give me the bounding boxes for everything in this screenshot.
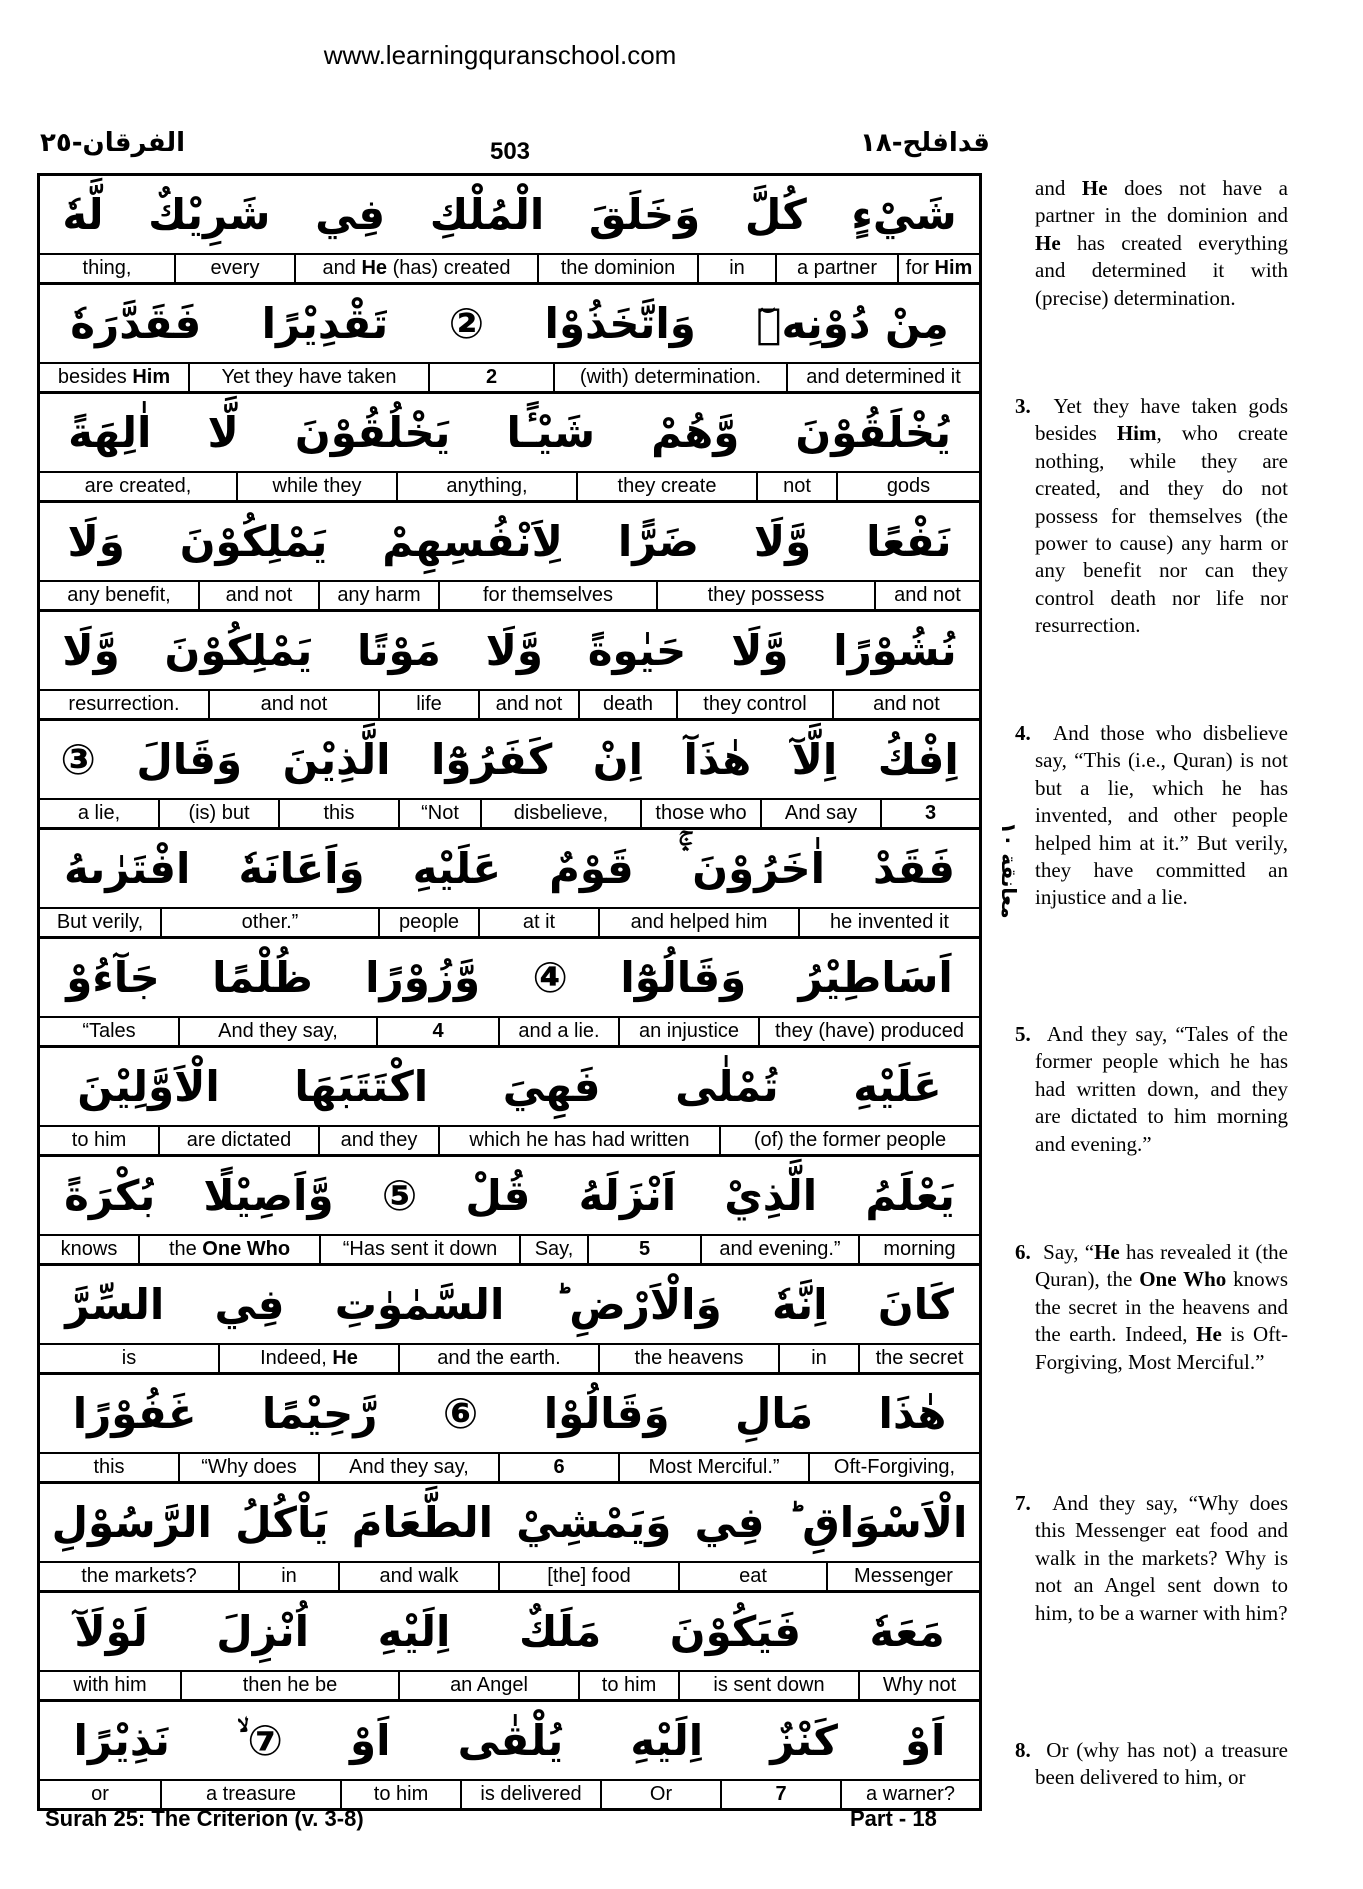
translation-paragraph: and He does not have a partner in the dominion and He has created everything and determined it with (precise) determination. — [1035, 176, 1288, 310]
english-gloss-cell: every — [176, 255, 296, 282]
english-row — [40, 1345, 979, 1372]
arabic-word: كَانَ — [877, 1280, 954, 1329]
english-gloss-cell: he invented it — [830, 911, 949, 933]
arabic-word: لِاَنْفُسِهِمْ — [382, 517, 563, 566]
english-gloss-cell: Yet they have taken — [190, 364, 430, 391]
english-gloss-cell: is delivered — [462, 1781, 602, 1808]
arabic-word: اٰخَرُوْنَ ۛۚ — [681, 843, 825, 893]
arabic-word: لَّا — [207, 408, 239, 457]
arabic-word: ظُلْمًا — [212, 953, 313, 1002]
verse-number-cell: 5 — [589, 1236, 702, 1263]
page-number: 503 — [489, 138, 531, 165]
ayah-end-marker: ⑦ ۙ — [236, 1715, 283, 1765]
arabic-row — [40, 1702, 979, 1781]
arabic-word: شَيْءٍ — [851, 190, 957, 239]
arabic-word: وَلَا — [67, 517, 125, 566]
arabic-word: مَعَهٗ — [869, 1607, 945, 1656]
english-gloss-cell: is — [40, 1345, 220, 1372]
arabic-word: اَنْزَلَهُ — [578, 1171, 677, 1220]
verse-block — [40, 1484, 979, 1593]
english-gloss-cell: is sent down — [680, 1672, 860, 1699]
english-gloss-cell: Or — [602, 1781, 722, 1808]
english-gloss-cell: knows — [40, 1236, 140, 1263]
arabic-word: وَيَمْشِيْ — [516, 1498, 672, 1547]
arabic-word: الْاَسْوَاقِ ؕ — [787, 1498, 968, 1547]
arabic-row — [40, 285, 979, 364]
translation-paragraph: 4. And those who disbelieve say, “This (i.e., Quran) is not but a lie, which he has invented, and other people helped him at it.” But verily, they have committed an injustice and a lie. — [1015, 721, 1289, 910]
english-gloss-cell: gods — [886, 475, 931, 497]
english-gloss-cell: other.” — [162, 909, 380, 936]
english-gloss-cell: with him — [40, 1672, 182, 1699]
site-url[interactable]: www.learningquranschool.com — [323, 40, 677, 70]
english-gloss-cell: (is) but — [160, 800, 280, 827]
arabic-word: اَوْ — [350, 1716, 391, 1765]
english-gloss-cell: Messenger — [854, 1565, 953, 1587]
english-gloss-cell: and walk — [340, 1563, 500, 1590]
verse-number: 7. — [1015, 1491, 1053, 1515]
translation-paragraph: 6. Say, “He has revealed it (the Quran), the One Who knows the secret in the heavens and the earth. Indeed, He is Oft-Forgiving, Most Merciful.” — [1015, 1240, 1289, 1374]
english-gloss-cell: [the] food — [500, 1563, 680, 1590]
english-gloss-cell: to him — [342, 1781, 462, 1808]
arabic-word: وَّزُوْرًا — [365, 953, 481, 1002]
english-gloss-cell: a treasure — [162, 1781, 342, 1808]
english-row — [40, 1672, 979, 1699]
arabic-word: اكْتَتَبَهَا — [294, 1062, 429, 1111]
english-gloss-cell: those who — [642, 800, 762, 827]
arabic-word: فَيَكُوْنَ — [669, 1607, 801, 1656]
translation-paragraph: 8. Or (why has not) a treasure been delivered to him, or — [1015, 1738, 1289, 1790]
english-gloss-cell: And say — [762, 800, 882, 827]
english-gloss-cell: an injustice — [620, 1018, 760, 1045]
arabic-word: بُكْرَةً — [64, 1171, 156, 1220]
verse-number-cell: 6 — [500, 1454, 620, 1481]
verse-number: 3. — [1015, 394, 1054, 418]
arabic-word: قُلْ — [465, 1171, 531, 1220]
english-gloss-cell: and evening.” — [702, 1236, 860, 1263]
english-row — [40, 255, 979, 282]
english-gloss-cell: for themselves — [440, 582, 658, 609]
english-row — [40, 473, 979, 500]
arabic-word: وَاَعَانَهٗ — [238, 844, 365, 893]
verse-number-cell: 2 — [430, 364, 555, 391]
arabic-word: الْاَوَّلِيْنَ — [77, 1062, 220, 1111]
translation-paragraph: 5. And they say, “Tales of the former people which he has had written down, and they are dictated to him morning and evening.” — [1015, 1022, 1289, 1156]
arabic-word: يَعْلَمُ — [865, 1171, 955, 1220]
arabic-word: اِلَّآ — [791, 735, 838, 784]
english-gloss-cell: at it — [480, 909, 600, 936]
arabic-word: شَرِيْكٌ — [148, 190, 271, 239]
arabic-word: يَخْلُقُوْنَ — [294, 408, 451, 457]
english-gloss-cell: “Why does — [180, 1454, 320, 1481]
english-gloss-cell: and not — [210, 691, 380, 718]
arabic-word: الَّذِيْنَ — [282, 735, 391, 784]
english-gloss-cell: a warner? — [866, 1783, 955, 1805]
english-gloss-cell: they (have) produced — [774, 1020, 964, 1042]
ayah-end-marker: ⑥ — [442, 1389, 479, 1438]
english-gloss-cell: to him — [580, 1672, 680, 1699]
english-gloss-cell: in — [240, 1563, 340, 1590]
english-gloss-cell: this — [280, 800, 400, 827]
arabic-word: وَقَالُوْٓا — [620, 953, 747, 1002]
arabic-word: وَخَلَقَ — [588, 190, 701, 239]
arabic-word: مَالِ — [734, 1389, 814, 1438]
english-gloss-cell: (with) determination. — [555, 364, 788, 391]
arabic-word: اٰلِهَةً — [68, 408, 152, 457]
arabic-word: وَّهُمْ — [651, 408, 740, 457]
arabic-row — [40, 176, 979, 255]
english-gloss-cell: a partner — [777, 255, 899, 282]
arabic-word: رَّحِيْمًا — [261, 1389, 378, 1438]
surah-title-footer: Surah 25: The Criterion (v. 3-8) — [45, 1806, 364, 1831]
english-gloss-cell: Most Merciful.” — [620, 1454, 810, 1481]
arabic-word: ضَرًّا — [617, 517, 699, 566]
english-gloss-cell: And they say, — [180, 1018, 378, 1045]
arabic-word: فَقَدَّرَهٗ — [70, 299, 202, 348]
verse-block — [40, 1157, 979, 1266]
english-gloss-cell: they create — [578, 473, 758, 500]
arabic-word: قَوْمٌ — [549, 844, 634, 893]
arabic-word: يَمْلِكُوْنَ — [179, 517, 328, 566]
english-gloss-cell: not — [758, 473, 838, 500]
english-gloss-cell: and they — [320, 1127, 440, 1154]
english-gloss-cell: Indeed, He — [220, 1345, 400, 1372]
english-gloss-cell: Why not — [882, 1674, 957, 1696]
english-gloss-cell: and not — [873, 693, 940, 715]
verse-block — [40, 503, 979, 612]
verse-block — [40, 612, 979, 721]
arabic-word: هٰذَآ — [683, 735, 752, 784]
english-gloss-cell: in — [699, 255, 777, 282]
english-gloss-cell: resurrection. — [40, 691, 210, 718]
english-row — [40, 364, 979, 391]
arabic-word: يَاْكُلُ — [235, 1498, 329, 1547]
arabic-word: اِلَيْهِ — [630, 1716, 704, 1765]
verse-block — [40, 1048, 979, 1157]
verse-block — [40, 285, 979, 394]
english-gloss-cell: for Him — [905, 257, 973, 279]
arabic-row — [40, 830, 979, 909]
english-gloss-cell: Say, — [521, 1236, 589, 1263]
arabic-row — [40, 394, 979, 473]
arabic-word: اِلَيْهِ — [377, 1607, 451, 1656]
verse-block — [40, 830, 979, 939]
english-gloss-cell: are dictated — [160, 1127, 320, 1154]
verse-number: 6. — [1015, 1240, 1044, 1264]
english-gloss-cell: death — [580, 691, 678, 718]
english-gloss-cell: and not — [894, 584, 961, 606]
arabic-word: غَفُوْرًا — [72, 1389, 197, 1438]
verse-number: 5. — [1015, 1022, 1047, 1046]
arabic-word: عَلَيْهِ — [412, 844, 502, 893]
arabic-word: يُلْقٰى — [457, 1716, 564, 1765]
english-row — [40, 909, 979, 936]
english-row — [40, 582, 979, 609]
english-gloss-cell: “Not — [400, 800, 482, 827]
english-gloss-cell: the markets? — [40, 1563, 240, 1590]
english-gloss-cell: a lie, — [40, 800, 160, 827]
arabic-word: اِنَّهٗ — [771, 1280, 828, 1329]
arabic-word: اَوْ — [904, 1716, 946, 1765]
arabic-word: وَّلَا — [753, 517, 812, 566]
english-gloss-cell: besides Him — [40, 364, 190, 391]
english-gloss-cell: which he has had written — [440, 1127, 721, 1154]
arabic-word: يَمْلِكُوْنَ — [164, 626, 313, 675]
english-gloss-cell: to him — [40, 1127, 160, 1154]
arabic-row — [40, 503, 979, 582]
english-gloss-cell: and a lie. — [500, 1018, 620, 1045]
arabic-word: هٰذَا — [878, 1389, 947, 1438]
arabic-word: وَقَالَ — [136, 735, 243, 784]
english-row — [40, 1781, 979, 1808]
arabic-word: نَذِيْرًا — [73, 1716, 170, 1765]
arabic-word: مَلَكٌ — [518, 1607, 602, 1656]
english-row — [40, 1018, 979, 1045]
arabic-word: الَّذِيْ — [724, 1171, 818, 1220]
verse-number: 4. — [1015, 721, 1053, 745]
english-gloss-cell: and He (has) created — [296, 255, 539, 282]
part-label-footer: Part - 18 — [850, 1806, 937, 1831]
verse-block — [40, 721, 979, 830]
arabic-word: كَفَرُوْٓا — [431, 735, 553, 784]
english-row — [40, 1454, 979, 1481]
arabic-word: يُخْلَقُوْنَ — [795, 408, 951, 457]
arabic-word: الطَّعَامَ — [351, 1498, 493, 1547]
arabic-word: مِنْ دُوْنِهٖٓ — [756, 299, 949, 348]
arabic-word: لَوْلَآ — [74, 1607, 148, 1656]
english-gloss-cell: this — [40, 1454, 180, 1481]
ayah-end-marker: ④ — [532, 953, 568, 1002]
arabic-word: كَنْزٌ — [770, 1716, 838, 1765]
arabic-row — [40, 1593, 979, 1672]
arabic-word: فِي — [214, 1280, 285, 1329]
english-gloss-cell: are created, — [40, 473, 238, 500]
verse-block — [40, 1702, 979, 1808]
verse-block — [40, 394, 979, 503]
arabic-word: عَلَيْهِ — [853, 1062, 942, 1111]
arabic-row — [40, 1375, 979, 1454]
english-gloss-cell: in — [780, 1345, 860, 1372]
arabic-word: مَوْتًا — [356, 626, 441, 675]
english-row — [40, 1236, 979, 1263]
arabic-word: فِي — [694, 1498, 765, 1547]
arabic-word: نُشُوْرًا — [833, 626, 957, 675]
english-gloss-cell: the One Who — [140, 1236, 321, 1263]
margin-note-muanaqah: معانقة ١٠ — [997, 821, 1021, 919]
english-gloss-cell: disbelieve, — [482, 800, 642, 827]
english-gloss-cell: and determined it — [806, 366, 961, 388]
arabic-row — [40, 1048, 979, 1127]
arabic-row — [40, 1484, 979, 1563]
arabic-word: وَّاَصِيْلًا — [203, 1171, 334, 1220]
verse-block — [40, 176, 979, 285]
english-gloss-cell: any harm — [320, 582, 440, 609]
arabic-word: كُلَّ — [744, 190, 807, 239]
arabic-word: وَّلَا — [485, 626, 544, 675]
verse-number: 8. — [1015, 1738, 1047, 1762]
english-gloss-cell: the dominion — [539, 255, 699, 282]
english-row — [40, 1127, 979, 1154]
arabic-word: وَّلَا — [62, 626, 120, 675]
ayah-end-marker: ② — [448, 299, 485, 348]
english-gloss-cell: And they say, — [320, 1454, 500, 1481]
english-gloss-cell: eat — [680, 1563, 828, 1590]
verse-block — [40, 1375, 979, 1484]
english-gloss-cell: life — [380, 691, 480, 718]
arabic-word: السِّرَّ — [65, 1280, 165, 1329]
arabic-word: شَيْـًٔا — [506, 408, 596, 457]
verse-number-cell: 7 — [722, 1781, 842, 1808]
verse-number-cell: 3 — [924, 802, 937, 824]
english-gloss-cell: the secret — [875, 1347, 964, 1369]
ayah-end-marker: ③ — [60, 735, 96, 784]
arabic-word: اِفْكُ — [877, 735, 959, 784]
arabic-word: افْتَرٰىهُ — [64, 844, 191, 893]
arabic-word: الرَّسُوْلِ — [51, 1498, 212, 1547]
arabic-row — [40, 1157, 979, 1236]
english-gloss-cell: But verily, — [40, 909, 162, 936]
english-gloss-cell: “Has sent it down — [321, 1236, 521, 1263]
english-gloss-cell: (of) the former people — [753, 1129, 947, 1151]
english-gloss-cell: they possess — [658, 582, 876, 609]
english-gloss-cell: Oft-Forgiving, — [833, 1456, 956, 1478]
arabic-row — [40, 721, 979, 800]
arabic-word: اُنْزِلَ — [216, 1607, 310, 1656]
arabic-word: نَفْعًا — [866, 517, 952, 566]
arabic-word: اِنْ — [592, 735, 643, 784]
verse-number-cell: 4 — [378, 1018, 500, 1045]
ayah-end-marker: ⑤ — [381, 1171, 418, 1220]
english-gloss-cell: they control — [678, 691, 834, 718]
arabic-word: وَّلَا — [731, 626, 789, 675]
english-gloss-cell: any benefit, — [40, 582, 200, 609]
english-gloss-cell: an Angel — [400, 1672, 580, 1699]
english-gloss-cell: anything, — [398, 473, 578, 500]
english-gloss-cell: morning — [883, 1238, 956, 1260]
english-gloss-cell: and not — [480, 691, 580, 718]
english-row — [40, 691, 979, 718]
english-gloss-cell: “Tales — [40, 1018, 180, 1045]
arabic-word: فِي — [315, 190, 386, 239]
translation-paragraph: 3. Yet they have taken gods besides Him, who create nothing, while they are created, and they do not possess for themselves (the power to cause) any harm or any benefit nor can they control death nor life nor resurrection. — [1015, 394, 1289, 638]
english-gloss-cell: thing, — [40, 255, 176, 282]
verse-block — [40, 1266, 979, 1375]
arabic-word: لَّهٗ — [62, 190, 104, 239]
surah-label-arabic: الفرقان-٢٥ — [40, 128, 186, 158]
arabic-word: جَآءُوْ — [66, 953, 160, 1002]
english-row — [40, 1563, 979, 1590]
english-gloss-cell: people — [380, 909, 480, 936]
arabic-word: تُمْلٰى — [675, 1062, 779, 1111]
arabic-word: اَسَاطِيْرُ — [798, 953, 953, 1002]
arabic-word: وَاتَّخَذُوْا — [544, 299, 696, 348]
arabic-word: الْمُلْكِ — [429, 190, 545, 239]
translation-paragraph: 7. And they say, “Why does this Messenger eat food and walk in the markets? Why is not an Angel sent down to him, to be a warner with him? — [1015, 1491, 1288, 1625]
english-gloss-cell: then he be — [182, 1672, 400, 1699]
juz-label-arabic: قدافلح-١٨ — [860, 128, 990, 158]
english-gloss-cell: and not — [200, 582, 320, 609]
arabic-word: تَقْدِيْرًا — [261, 299, 389, 348]
english-gloss-cell: or — [40, 1781, 162, 1808]
verse-block — [40, 1593, 979, 1702]
arabic-row — [40, 1266, 979, 1345]
arabic-row — [40, 612, 979, 691]
arabic-word: السَّمٰوٰتِ — [334, 1280, 505, 1329]
english-gloss-cell: and helped him — [600, 909, 800, 936]
english-gloss-cell: and the earth. — [400, 1345, 600, 1372]
arabic-word: فَهِيَ — [502, 1062, 601, 1111]
verse-block — [40, 939, 979, 1048]
english-row — [40, 800, 979, 827]
word-by-word-table — [37, 173, 982, 1811]
arabic-word: حَيٰوةً — [587, 626, 687, 675]
arabic-word: وَالْاَرْضِ ؕ — [554, 1280, 722, 1329]
english-gloss-cell: the heavens — [600, 1345, 780, 1372]
english-gloss-cell: while they — [238, 473, 398, 500]
arabic-word: فَقَدْ — [873, 844, 955, 893]
arabic-word: وَقَالُوْا — [543, 1389, 670, 1438]
arabic-row — [40, 939, 979, 1018]
